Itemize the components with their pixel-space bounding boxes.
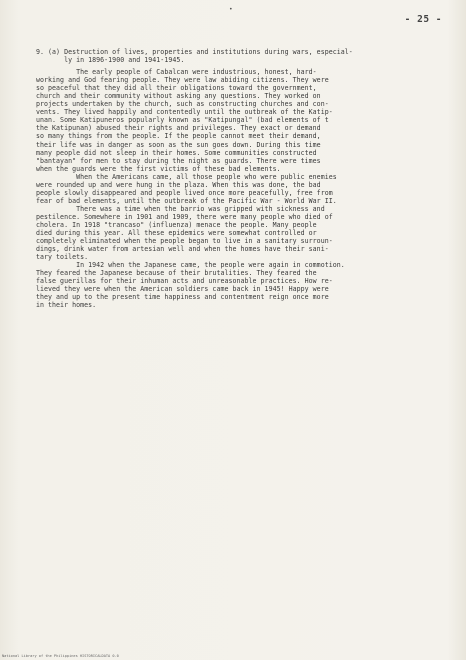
- paragraph-japanese: [36, 261, 446, 309]
- text-line: they and up to the present time happiness and contentment reign once more: [36, 293, 329, 302]
- text-line: people slowly disappeared and people lived once more peacefully, free from: [36, 188, 333, 197]
- text-line: "bantayan" for men to stay during the night as guards. There were times: [36, 156, 321, 165]
- text-line: so many things from the people. If the people cannot meet their demand,: [36, 132, 321, 141]
- text-line: When the Americans came, all those people who were public enemies: [36, 172, 337, 181]
- text-line: working and God fearing people. They were law abiding citizens. They were: [36, 76, 329, 85]
- text-line: church and their community without asking any questions. They worked on: [36, 92, 321, 101]
- text-line: many people did not sleep in their homes. Some communities constructed: [36, 148, 317, 157]
- text-line: their life was in danger as soon as the sun goes down. During this time: [36, 140, 321, 149]
- text-line: died during this year. All these epidemics were somewhat controlled or: [36, 229, 317, 238]
- text-line: tary toilets.: [36, 253, 89, 262]
- section-heading: [36, 48, 446, 64]
- text-line: cholera. In 1918 "trancaso" (influenza) menace the people. Many people: [36, 220, 317, 229]
- text-line: lieved they were when the American soldiers came back in 1945! Happy were: [36, 285, 329, 294]
- text-line: The early people of Cabalcan were industrious, honest, hard-: [36, 68, 317, 77]
- text-line: completely eliminated when the people began to live in a sanitary surroun-: [36, 237, 333, 246]
- heading-line: ly in 1896-1900 and 1941-1945.: [36, 56, 185, 65]
- text-line: unan. Some Katipuneros popularly known as "Katipungal" (bad elements of t: [36, 116, 329, 125]
- paragraph-pestilence: [36, 205, 446, 261]
- text-line: There was a time when the barrio was gripped with sickness and: [36, 204, 325, 213]
- text-line: false guerillas for their inhuman acts and unreasonable practices. How re-: [36, 277, 333, 286]
- paragraph-americans: [36, 173, 446, 205]
- text-line: the Katipunan) abused their rights and privileges. They exact or demand: [36, 124, 321, 133]
- text-line: were rounded up and were hung in the plaza. When this was done, the bad: [36, 180, 321, 189]
- footer-attribution: National Library of the Philippines HISTORICALDATA 0.0: [2, 654, 119, 658]
- text-line: so peaceful that they did all their obligations toward the government,: [36, 84, 317, 93]
- paragraph-early-people: [36, 68, 446, 173]
- text-line: They feared the Japanese because of their brutalities. They feared the: [36, 269, 317, 278]
- section-9: [36, 48, 446, 310]
- text-line: dings, drink water from artesian well and when the homes have their sani-: [36, 245, 329, 254]
- page-number: - 25 -: [404, 14, 442, 25]
- heading-line: 9. (a) Destruction of lives, properties and institutions during wars, especial-: [36, 48, 353, 56]
- text-line: In 1942 when the Japanese came, the people were again in commotion.: [36, 261, 345, 270]
- text-line: vents. They lived happily and contentedly until the outbreak of the Katip-: [36, 108, 333, 117]
- text-line: in their homes.: [36, 301, 97, 310]
- top-mark: •: [229, 6, 233, 13]
- text-line: projects undertaken by the church, such as constructing churches and con-: [36, 100, 329, 109]
- text-line: fear of bad elements, until the outbreak of the Pacific War - World War II.: [36, 196, 337, 205]
- text-line: when the guards were the first victims of these bad elements.: [36, 164, 281, 173]
- text-line: pestilence. Somewhere in 1901 and 1909, there were many people who died of: [36, 212, 333, 221]
